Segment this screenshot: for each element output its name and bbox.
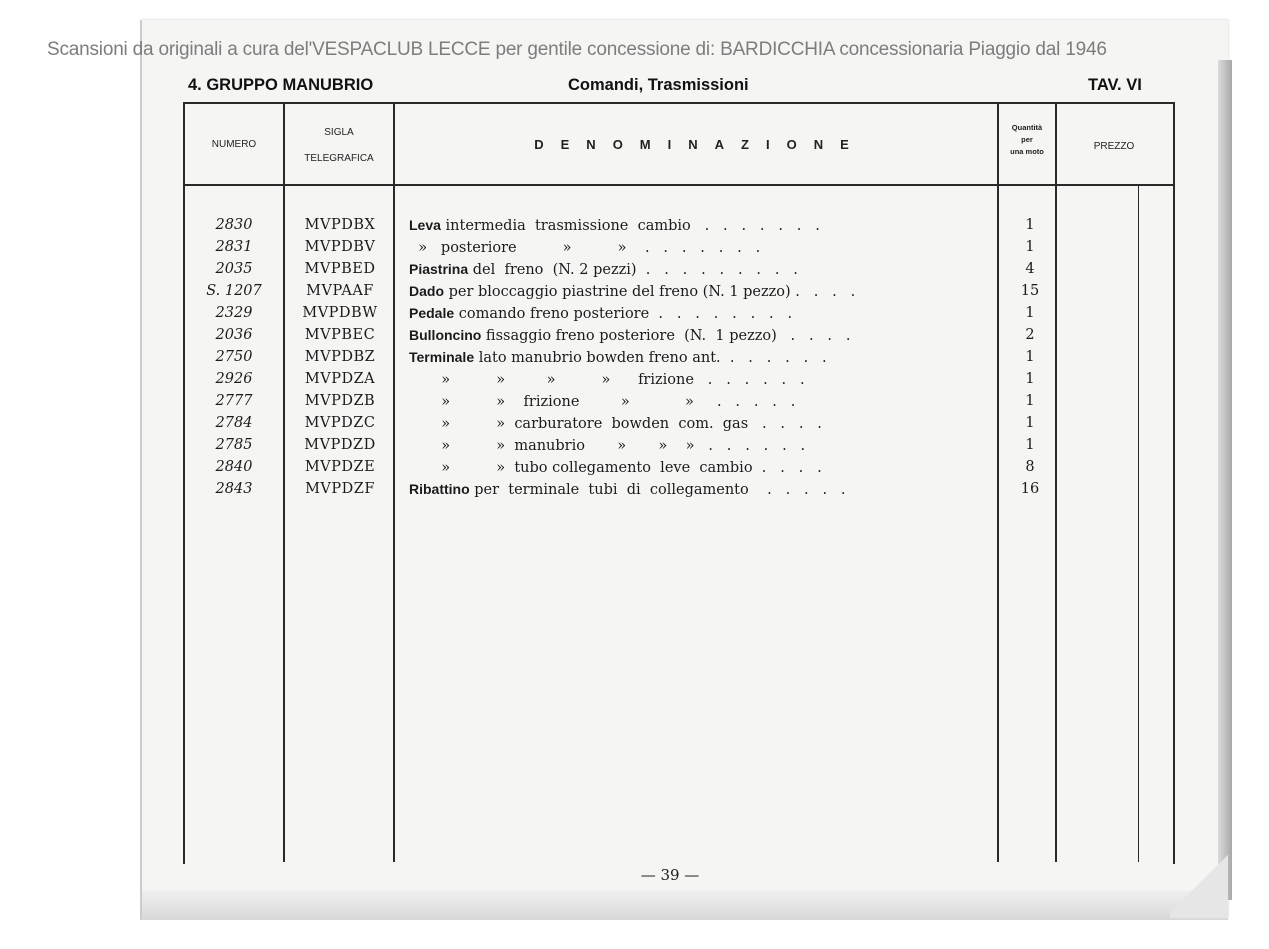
part-detail: per bloccaggio piastrine del freno (N. 1 pezzo) . . . . xyxy=(444,284,856,300)
telegraph-code: MVPDZB xyxy=(304,393,376,409)
part-name: Terminale xyxy=(409,349,475,365)
quantity: 1 xyxy=(1025,393,1035,409)
part-number: 2785 xyxy=(215,437,253,453)
col-header-qty-3: una moto xyxy=(1010,147,1044,156)
page-number: — 39 — xyxy=(640,866,700,884)
part-name: Pedale xyxy=(409,305,455,321)
corner-fold xyxy=(1170,850,1228,918)
telegraph-code: MVPAAF xyxy=(306,283,374,299)
telegraph-code: MVPBED xyxy=(304,261,376,277)
part-name: Leva xyxy=(409,217,441,233)
part-number: 2750 xyxy=(215,349,253,365)
telegraph-code: MVPDBV xyxy=(304,239,376,255)
quantity: 1 xyxy=(1025,415,1035,431)
part-number: 2843 xyxy=(215,481,253,497)
part-number: 2777 xyxy=(215,393,253,409)
part-description xyxy=(409,434,989,457)
part-number: 2329 xyxy=(215,305,253,321)
part-detail: » » carburatore bowden com. gas . . . . xyxy=(409,416,822,432)
part-name: Bulloncino xyxy=(409,327,482,343)
group-title: 4. GRUPPO MANUBRIO xyxy=(188,76,374,94)
quantity: 16 xyxy=(1020,481,1040,497)
quantity: 1 xyxy=(1025,437,1035,453)
scan-watermark: Scansioni da originali a cura del'VESPACLUB LECCE per gentile concessione di: BARDICCHIA concessionaria Piaggio dal 1946 xyxy=(47,39,1107,60)
telegraph-code: MVPDBX xyxy=(304,217,376,233)
part-description xyxy=(409,346,989,369)
col-header-qty-2: per xyxy=(1021,135,1033,144)
page-bottom-shadow xyxy=(142,890,1228,920)
part-number: 2840 xyxy=(215,459,253,475)
part-name: Piastrina xyxy=(409,261,469,277)
part-description xyxy=(409,390,989,413)
part-name: Dado xyxy=(409,283,444,299)
telegraph-code: MVPDBW xyxy=(302,305,378,321)
part-detail: per terminale tubi di collegamento . . . . . xyxy=(469,482,846,498)
telegraph-code: MVPDZC xyxy=(304,415,376,431)
section-subtitle: Comandi, Trasmissioni xyxy=(568,76,749,94)
telegraph-code: MVPDZD xyxy=(304,437,376,453)
part-number: 2830 xyxy=(215,217,253,233)
part-description xyxy=(409,258,989,281)
quantity: 1 xyxy=(1025,239,1035,255)
col-header-numero: NUMERO xyxy=(211,139,257,150)
part-number: S. 1207 xyxy=(206,283,262,299)
telegraph-code: MVPDBZ xyxy=(304,349,376,365)
col-divider-prezzo xyxy=(1138,186,1139,862)
part-detail: lato manubrio bowden freno ant. . . . . . . xyxy=(474,350,827,366)
part-number: 2926 xyxy=(215,371,253,387)
telegraph-code: MVPBEC xyxy=(304,327,376,343)
quantity: 1 xyxy=(1025,349,1035,365)
part-description xyxy=(409,368,989,391)
part-description xyxy=(409,456,989,479)
part-detail: » » tubo collegamento leve cambio . . . . xyxy=(409,460,822,476)
part-description xyxy=(409,302,989,325)
part-detail: » » » » frizione . . . . . . xyxy=(409,372,805,388)
part-description xyxy=(409,412,989,435)
part-name: Ribattino xyxy=(409,481,470,497)
quantity: 1 xyxy=(1025,217,1035,233)
telegraph-code: MVPDZF xyxy=(305,481,375,497)
part-number: 2035 xyxy=(215,261,253,277)
part-description xyxy=(409,478,989,501)
col-header-sigla-1: SIGLA xyxy=(324,127,354,138)
page-edge xyxy=(1218,60,1232,900)
part-number: 2831 xyxy=(215,239,253,255)
quantity: 4 xyxy=(1025,261,1035,277)
part-detail: » » frizione » » . . . . . xyxy=(409,394,796,410)
part-detail: intermedia trasmissione cambio . . . . . . . xyxy=(440,218,820,234)
part-detail: fissaggio freno posteriore (N. 1 pezzo) . . . . xyxy=(481,328,851,344)
part-detail: » posteriore » » . . . . . . . xyxy=(409,240,761,256)
part-detail: comando freno posteriore . . . . . . . . xyxy=(454,306,793,322)
part-description xyxy=(409,236,989,259)
part-description xyxy=(409,324,989,347)
col-divider-denom xyxy=(997,102,999,862)
col-header-qty-1: Quantità xyxy=(1011,123,1043,132)
telegraph-code: MVPDZA xyxy=(304,371,376,387)
quantity: 2 xyxy=(1025,327,1035,343)
header-rule xyxy=(183,184,1173,186)
part-description xyxy=(409,280,989,303)
col-header-prezzo: PREZZO xyxy=(1093,141,1135,152)
part-detail: del freno (N. 2 pezzi) . . . . . . . . . xyxy=(468,262,798,278)
quantity: 15 xyxy=(1020,283,1040,299)
quantity: 8 xyxy=(1025,459,1035,475)
part-number: 2036 xyxy=(215,327,253,343)
part-number: 2784 xyxy=(215,415,253,431)
part-detail: » » manubrio » » » . . . . . . xyxy=(409,438,806,454)
table-number: TAV. VI xyxy=(1088,76,1142,94)
quantity: 1 xyxy=(1025,305,1035,321)
telegraph-code: MVPDZE xyxy=(304,459,376,475)
col-header-denominazione: DENOMINAZIONE xyxy=(534,137,866,152)
col-header-sigla-2: TELEGRAFICA xyxy=(304,153,374,164)
quantity: 1 xyxy=(1025,371,1035,387)
part-description xyxy=(409,214,989,237)
